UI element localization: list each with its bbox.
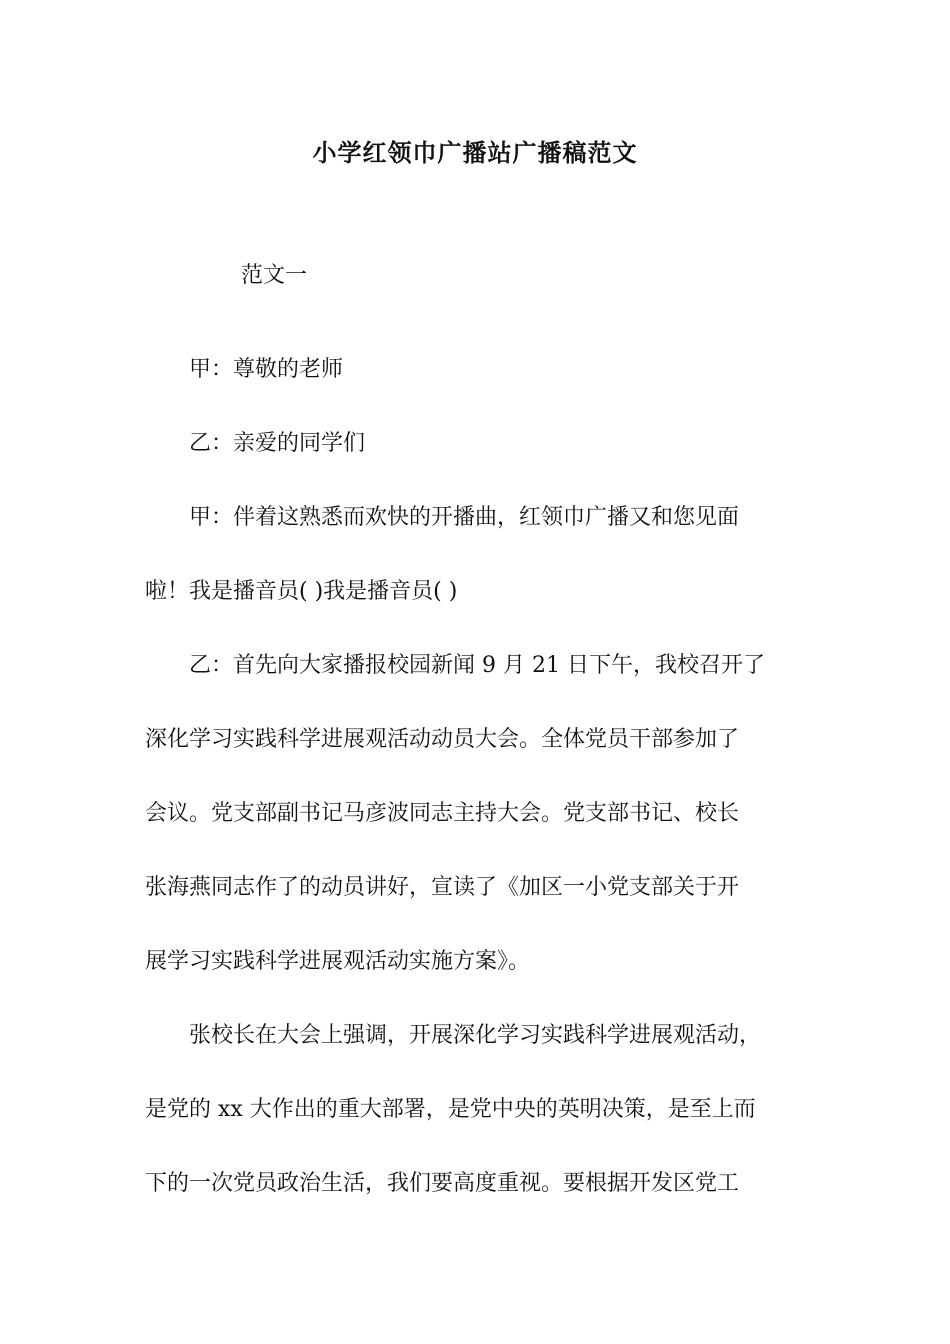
text-line: 是党的 xx 大作出的重大部署，是党中央的英明决策，是至上而 bbox=[145, 1097, 756, 1122]
text-line: 乙：亲爱的同学们 bbox=[189, 431, 366, 456]
text-line: 啦！我是播音员( )我是播音员( ) bbox=[145, 579, 458, 604]
text-line: 张海燕同志作了的动员讲好，宣读了《加区一小党支部关于开 bbox=[145, 875, 740, 900]
text-line: 下的一次党员政治生活，我们要高度重视。要根据开发区党工 bbox=[145, 1171, 740, 1196]
text-line: 甲：尊敬的老师 bbox=[189, 357, 344, 382]
paragraph bbox=[145, 333, 805, 407]
paragraph bbox=[145, 481, 805, 629]
text-line: 乙：首先向大家播报校园新闻 9 月 21 日下午，我校召开了 bbox=[189, 653, 765, 678]
section-heading: 范文一 bbox=[241, 263, 308, 288]
text-line: 会议。党支部副书记马彦波同志主持大会。党支部书记、校长 bbox=[145, 801, 740, 826]
paragraph bbox=[145, 629, 805, 999]
paragraph bbox=[145, 999, 805, 1221]
text-line: 张校长在大会上强调，开展深化学习实践科学进展观活动， bbox=[189, 1023, 762, 1048]
text-line: 深化学习实践科学进展观活动动员大会。全体党员干部参加了 bbox=[145, 727, 740, 752]
text-line: 甲：伴着这熟悉而欢快的开播曲，红领巾广播又和您见面 bbox=[189, 505, 740, 530]
paragraph bbox=[145, 407, 805, 481]
document-body bbox=[145, 333, 805, 1221]
text-line: 展学习实践科学进展观活动实施方案》。 bbox=[145, 949, 531, 974]
document-title: 小学红领巾广播站广播稿范文 bbox=[312, 138, 638, 167]
